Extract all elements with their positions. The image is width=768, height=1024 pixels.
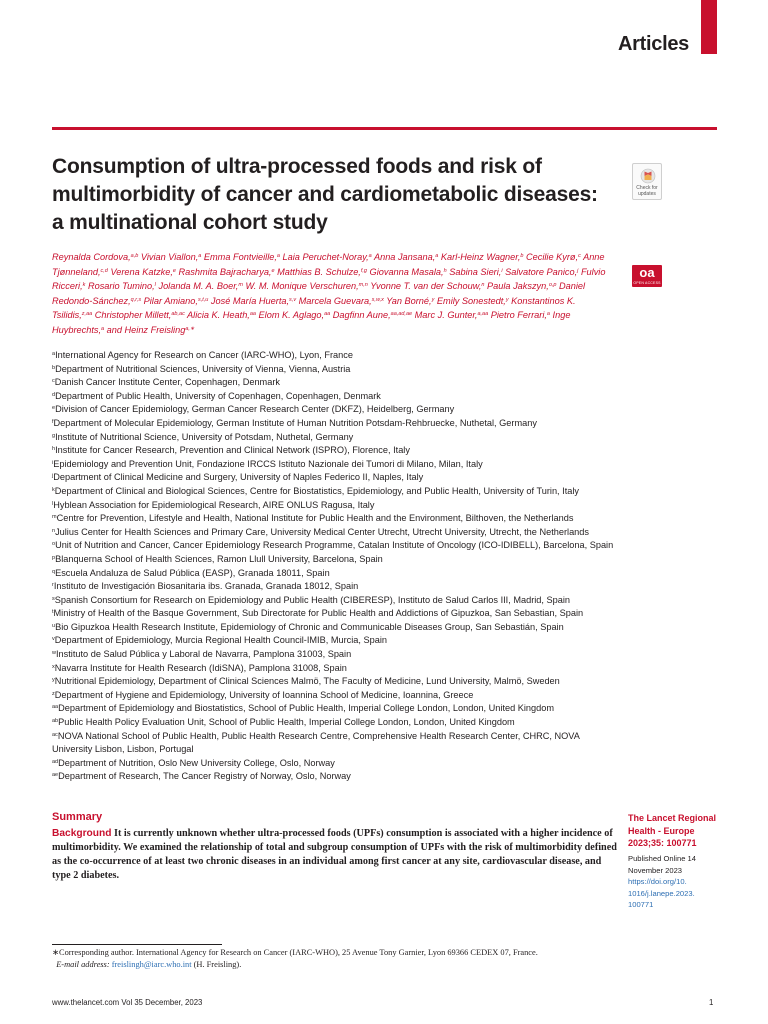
author-name	[158, 281, 242, 291]
affiliation-text: Unit of Nutrition and Cancer, Cancer Epidemiology Research Programme, Catalan Institute of Oncology (ICO-IDIBELL), Barcelona, Spain	[55, 540, 614, 551]
affiliation-marker: p	[52, 554, 56, 561]
affiliation-marker: ae	[52, 772, 59, 779]
open-access-badge	[632, 265, 662, 287]
author-name-text: Christopher Millett,	[94, 310, 172, 320]
affiliation-text: Julius Center for Health Sciences and Primary Care, University Medical Center Utrecht, Utrecht University, Utrecht, the Netherlands	[55, 526, 589, 537]
journal-line: The Lancet Regional	[628, 813, 717, 823]
author-name-text: Cecilie Kyrø,	[526, 252, 579, 262]
affiliation-text: Navarra Institute for Health Research (IdiSNA), Pamplona 31008, Spain	[54, 662, 347, 673]
affiliation-marker: o	[52, 541, 56, 548]
affiliation-marker: n	[52, 527, 56, 534]
affiliation-marker: e	[52, 405, 56, 412]
published-line: Published Online 14	[628, 854, 696, 863]
affiliation-text: Department of Epidemiology and Biostatistics, School of Public Health, Imperial College London, London, United Kingdom	[58, 703, 555, 714]
summary-heading: Summary	[52, 811, 103, 823]
author-affiliation-marker: f,g	[360, 267, 367, 274]
author-name-text: Alicia K. Heath,	[187, 310, 250, 320]
author-name	[370, 281, 484, 291]
author-affiliation-marker: k	[82, 282, 86, 288]
check-for-updates-label: Check for updates	[636, 185, 658, 197]
affiliation-item	[52, 567, 617, 581]
affiliation-text: Escuela Andaluza de Salud Pública (EASP), Granada 18011, Spain	[55, 567, 330, 578]
affiliation-item	[52, 512, 617, 526]
author-affiliation-marker: c	[578, 253, 581, 259]
affiliation-text: Division of Cancer Epidemiology, German Cancer Research Center (DKFZ), Heidelberg, Germany	[55, 404, 455, 415]
author-name-text: and Heinz Freisling	[106, 324, 186, 335]
affiliation-item	[52, 689, 617, 703]
affiliation-marker: t	[52, 609, 54, 616]
author-list	[52, 250, 617, 337]
author-affiliation-marker: a	[101, 325, 105, 332]
doi-line: 1016/j.lanepe.2023.	[628, 888, 695, 898]
author-name	[374, 252, 438, 262]
author-name-text: Yvonne T. van der Schouw,	[370, 281, 482, 291]
author-name	[52, 252, 138, 262]
affiliation-item	[52, 770, 617, 784]
author-affiliation-marker: y	[431, 296, 435, 303]
author-affiliation-marker: c,d	[100, 267, 108, 274]
affiliation-text: Department of Clinical Medicine and Surgery, University of Naples Federico II, Naples, Italy	[53, 472, 424, 483]
author-affiliation-marker: aa,ad,ae	[390, 311, 413, 317]
author-name	[107, 325, 195, 335]
affiliation-item	[52, 471, 617, 485]
affiliation-text: NOVA National School of Public Health, Public Health Research Centre, Comprehensive Health Research Center, CHRC, NOVA University Lisbon, Lisbon, Portugal	[52, 730, 580, 755]
author-name-text: Konstantinos K. Tsilidis,	[52, 295, 576, 320]
title-line: a multinational cohort study	[52, 211, 328, 234]
affiliation-text: Centre for Prevention, Lifestyle and Health, National Institute for Public Health and the Environment, Bilthoven, the Netherlands	[56, 513, 574, 524]
author-affiliation-marker: aa	[324, 311, 331, 317]
affiliation-marker: m	[52, 514, 57, 521]
affiliation-item	[52, 553, 617, 567]
author-affiliation-marker: o,p	[548, 282, 557, 288]
footer-journal-info: www.thelancet.com Vol 35 December, 2023	[52, 998, 203, 1007]
author-name-text: Matthias B. Schulze,	[277, 266, 361, 277]
summary-background	[52, 827, 617, 883]
affiliation-item	[52, 607, 617, 621]
author-affiliation-marker: m,n	[358, 282, 368, 288]
author-name	[487, 281, 556, 291]
affiliation-marker: x	[52, 663, 55, 670]
author-name-text: Pietro Ferrari,	[490, 310, 547, 320]
author-name-text: Inge Huybrechts,	[52, 310, 571, 335]
author-name-text: Yan Borné,	[386, 295, 432, 306]
affiliation-item	[52, 390, 617, 404]
journal-line: 2023;35: 100771	[628, 838, 697, 848]
affiliation-text: Blanquerna School of Health Sciences, Ramon Llull University, Barcelona, Spain	[55, 553, 383, 564]
doi-line: https://doi.org/10.	[628, 877, 687, 886]
author-name-text: Rashmita Bajracharya,	[178, 266, 272, 277]
affiliation-item	[52, 363, 617, 377]
affiliation-item	[52, 580, 617, 594]
affiliation-marker: u	[52, 622, 56, 629]
affiliation-text: Spanish Consortium for Research on Epidemiology and Public Health (CIBERESP), Instituto de Salud Carlos III, Madrid, Spain	[54, 594, 571, 605]
author-name-text: Anne Tjønneland,	[52, 252, 605, 277]
author-name	[333, 310, 412, 320]
author-name-text: José María Huerta,	[210, 295, 290, 306]
title-line: Consumption of ultra-processed foods and risk of	[52, 155, 542, 178]
author-name-text: Vivian Viallon,	[140, 252, 199, 262]
author-name	[204, 252, 280, 262]
affiliation-item	[52, 634, 617, 648]
author-affiliation-marker: l	[154, 282, 156, 288]
doi-link[interactable]	[628, 876, 718, 911]
author-name-text: Giovanna Masala,	[369, 266, 444, 277]
author-name	[386, 296, 434, 306]
footnote-rule	[52, 944, 222, 945]
affiliation-marker: ad	[52, 758, 59, 765]
email-link[interactable]: freislingh@iarc.who.int	[111, 960, 192, 969]
author-name	[370, 267, 447, 277]
author-affiliation-marker: a,∗	[185, 325, 195, 332]
author-name	[283, 252, 372, 262]
affiliation-marker: v	[52, 636, 55, 643]
affiliation-item	[52, 403, 617, 417]
check-for-updates-badge[interactable]	[632, 163, 662, 200]
author-affiliation-marker: ab,ac	[171, 311, 185, 317]
author-name	[95, 310, 185, 320]
affiliation-marker: q	[52, 568, 56, 575]
affiliation-item	[52, 417, 617, 431]
affiliation-item	[52, 431, 617, 445]
author-name	[277, 267, 367, 277]
affiliation-marker: z	[52, 690, 55, 697]
journal-citation	[628, 812, 718, 850]
header-rule	[52, 127, 717, 130]
page-number: 1	[709, 998, 714, 1007]
affiliation-marker: y	[52, 677, 55, 684]
affiliation-marker: a	[52, 351, 56, 357]
author-name-text: Marcela Guevara,	[298, 295, 372, 306]
author-name-text: Marc J. Gunter,	[414, 310, 478, 320]
bookmark-check-icon	[639, 168, 657, 184]
title-line: multimorbidity of cancer and cardiometabolic diseases:	[52, 183, 598, 206]
published-line: November 2023	[628, 865, 683, 875]
author-name-text: Fulvio Ricceri,	[52, 266, 606, 291]
article-title	[52, 153, 612, 237]
author-affiliation-marker: a	[368, 253, 372, 259]
author-affiliation-marker: a	[198, 253, 202, 259]
affiliation-marker: s	[52, 595, 55, 602]
author-name-text: W. M. Monique Verschuren,	[245, 281, 359, 291]
affiliation-marker: l	[52, 500, 54, 507]
email-suffix: (H. Freisling).	[193, 960, 242, 969]
affiliation-item	[52, 485, 617, 499]
affiliation-marker: r	[52, 582, 54, 589]
author-name-text: Karl-Heinz Wagner,	[440, 252, 521, 262]
author-affiliation-marker: e	[172, 267, 176, 274]
author-name	[441, 252, 524, 262]
affiliation-marker: c	[52, 378, 55, 385]
author-name	[245, 281, 367, 291]
affiliation-item	[52, 730, 617, 757]
affiliation-item	[52, 675, 617, 689]
email-label: E-mail address:	[56, 960, 110, 969]
affiliation-marker: d	[52, 391, 56, 398]
author-name-text: Rosario Tumino,	[87, 281, 155, 291]
affiliation-text: Department of Epidemiology, Murcia Regional Health Council-IMIB, Murcia, Spain	[54, 635, 388, 646]
author-affiliation-marker: a,b	[130, 253, 139, 259]
section-label: Articles	[618, 33, 689, 55]
author-name-text: Jolanda M. A. Boer,	[158, 281, 239, 291]
affiliation-item	[52, 349, 617, 363]
affiliation-text: Instituto de Salud Pública y Laboral de Navarra, Pamplona 31003, Spain	[55, 649, 352, 660]
author-name	[259, 310, 331, 320]
published-date	[628, 853, 718, 876]
affiliation-text: Department of Hygiene and Epidemiology, University of Ioannina School of Medicine, Ioannina, Greece	[54, 689, 474, 700]
background-label: Background	[52, 828, 112, 839]
author-name-text: Reynalda Cordova,	[52, 252, 131, 262]
affiliation-text: Nutritional Epidemiology, Department of Clinical Sciences Malmö, The Faculty of Medicine, Lund University, Malmö, Sweden	[54, 676, 560, 687]
author-affiliation-marker: e	[271, 267, 275, 274]
author-name	[299, 296, 384, 306]
author-affiliation-marker: z,aa	[81, 311, 93, 317]
author-affiliation-marker: a	[276, 253, 280, 259]
author-affiliation-marker: y	[505, 296, 509, 303]
affiliation-text: Department of Nutritional Sciences, University of Vienna, Vienna, Austria	[55, 363, 351, 374]
affiliation-text: Instituto de Investigación Biosanitaria ibs. Granada, Granada 18012, Spain	[53, 581, 359, 592]
author-affiliation-marker: a	[435, 253, 439, 259]
affiliation-text: Department of Clinical and Biological Sciences, Centre for Biostatistics, Epidemiology, and Public Health, University of Turin, Italy	[54, 485, 580, 496]
author-name-text: Paula Jakszyn,	[487, 281, 549, 291]
author-affiliation-marker: i	[501, 267, 503, 274]
affiliation-marker: ac	[52, 731, 58, 738]
affiliation-marker: i	[52, 459, 54, 466]
affiliation-marker: ab	[52, 718, 59, 725]
author-name	[144, 296, 209, 306]
author-affiliation-marker: s,t,u	[197, 296, 209, 303]
author-name-text: Elom K. Aglago,	[258, 310, 325, 320]
author-name	[141, 252, 201, 262]
affiliation-item	[52, 702, 617, 716]
author-affiliation-marker: s,w,x	[371, 296, 384, 303]
affiliation-list	[52, 349, 617, 784]
affiliation-marker: h	[52, 446, 56, 453]
author-affiliation-marker: m	[238, 282, 243, 288]
corner-accent-bar	[701, 0, 717, 54]
author-name	[415, 310, 489, 320]
author-name-text: Laia Peruchet-Noray,	[282, 252, 369, 262]
affiliation-text: Department of Research, The Cancer Registry of Norway, Oslo, Norway	[58, 771, 351, 782]
affiliation-text: Institute of Nutritional Science, University of Potsdam, Nuthetal, Germany	[55, 431, 354, 442]
author-name-text: Daniel Redondo-Sánchez,	[52, 281, 586, 306]
author-name	[449, 267, 502, 277]
affiliation-text: Ministry of Health of the Basque Government, Sub Directorate for Public Health and Addictions of Gipuzkoa, San Sebastian, Spain	[53, 608, 584, 619]
oa-logo-text: oa	[639, 265, 655, 280]
author-name	[187, 310, 256, 320]
affiliation-item	[52, 539, 617, 553]
corresponding-text: ∗Corresponding author. International Agency for Research on Cancer (IARC-WHO), 25 Avenue Tony Garnier, Lyon 69366 CEDEX 07, France.	[52, 948, 538, 957]
author-name	[179, 267, 275, 277]
author-name	[505, 267, 578, 277]
affiliation-marker: k	[52, 486, 55, 493]
corresponding-author-note	[52, 947, 652, 971]
author-affiliation-marker: s,v	[289, 296, 297, 303]
affiliation-marker: b	[52, 364, 56, 371]
affiliation-text: Department of Molecular Epidemiology, German Institute of Human Nutrition Potsdam-Rehbruecke, Nuthetal, Germany	[53, 417, 537, 428]
author-name-text: Dagfinn Aune,	[332, 310, 391, 320]
affiliation-item	[52, 499, 617, 513]
affiliation-text: Danish Cancer Institute Center, Copenhagen, Denmark	[54, 377, 280, 388]
affiliation-text: International Agency for Research on Cancer (IARC-WHO), Lyon, France	[55, 350, 353, 360]
affiliation-item	[52, 662, 617, 676]
affiliation-marker: w	[52, 650, 56, 657]
affiliation-text: Department of Public Health, University of Copenhagen, Copenhagen, Denmark	[55, 390, 381, 401]
background-text: It is currently unknown whether ultra-processed foods (UPFs) consumption is associated with a higher incidence of multimorbidity. We examined the relationship of total and subgroup consumption of UPFs with the risk of multimorbidity defined as the co-occurrence of at least two chronic diseases in an individual among first cancer at any site, cardiovascular disease, and type 2 diabetes.	[52, 828, 617, 881]
oa-logo-subtext: OPEN ACCESS	[633, 281, 661, 285]
affiliation-item	[52, 458, 617, 472]
author-name-text: Salvatore Panico,	[505, 266, 578, 277]
author-affiliation-marker: a,aa	[477, 311, 489, 317]
affiliation-text: Public Health Policy Evaluation Unit, School of Public Health, Imperial College London, London, United Kingdom	[58, 717, 515, 728]
affiliation-item	[52, 648, 617, 662]
affiliation-text: Bio Gipuzkoa Health Research Institute, Epidemiology of Chronic and Communicable Diseases Group, San Sebastián, Spain	[55, 621, 564, 632]
author-name-text: Anna Jansana,	[373, 252, 436, 262]
author-affiliation-marker: q,r,s	[130, 296, 142, 303]
author-name	[88, 281, 156, 291]
affiliation-marker: g	[52, 432, 56, 439]
author-name-text: Sabina Sieri,	[449, 266, 502, 277]
affiliation-item	[52, 757, 617, 771]
affiliation-marker: f	[52, 418, 54, 425]
author-name	[491, 310, 550, 320]
author-affiliation-marker: j	[577, 267, 579, 274]
author-name-text: Emily Sonestedt,	[436, 295, 506, 306]
affiliation-text: Institute for Cancer Research, Prevention and Clinical Network (ISPRO), Florence, Italy	[55, 445, 410, 456]
author-name	[110, 267, 176, 277]
journal-line: Health - Europe	[628, 825, 695, 836]
author-name	[211, 296, 296, 306]
author-name	[437, 296, 509, 306]
affiliation-item	[52, 716, 617, 730]
affiliation-text: Epidemiology and Prevention Unit, Fondazione IRCCS Istituto Nazionale dei Tumori di Milano, Milan, Italy	[53, 458, 483, 469]
affiliation-marker: aa	[52, 704, 59, 711]
doi-line: 100771	[628, 900, 654, 909]
author-affiliation-marker: aa	[249, 311, 256, 317]
author-affiliation-marker: a	[546, 311, 550, 317]
author-name-text: Verena Katzke,	[110, 266, 173, 277]
author-affiliation-marker: h	[443, 267, 447, 274]
affiliation-text: Department of Nutrition, Oslo New University College, Oslo, Norway	[58, 757, 335, 768]
author-name-text: Emma Fontvieille,	[203, 252, 277, 262]
affiliation-item	[52, 376, 617, 390]
author-affiliation-marker: b	[520, 253, 524, 259]
affiliation-item	[52, 594, 617, 608]
affiliation-marker: j	[52, 473, 54, 480]
author-name-text: Pilar Amiano,	[143, 295, 198, 306]
author-affiliation-marker: n	[481, 282, 485, 288]
affiliation-text: Hyblean Association for Epidemiological Research, AIRE ONLUS Ragusa, Italy	[53, 499, 375, 510]
affiliation-item	[52, 621, 617, 635]
author-name	[526, 252, 581, 262]
affiliation-item	[52, 444, 617, 458]
affiliation-item	[52, 526, 617, 540]
